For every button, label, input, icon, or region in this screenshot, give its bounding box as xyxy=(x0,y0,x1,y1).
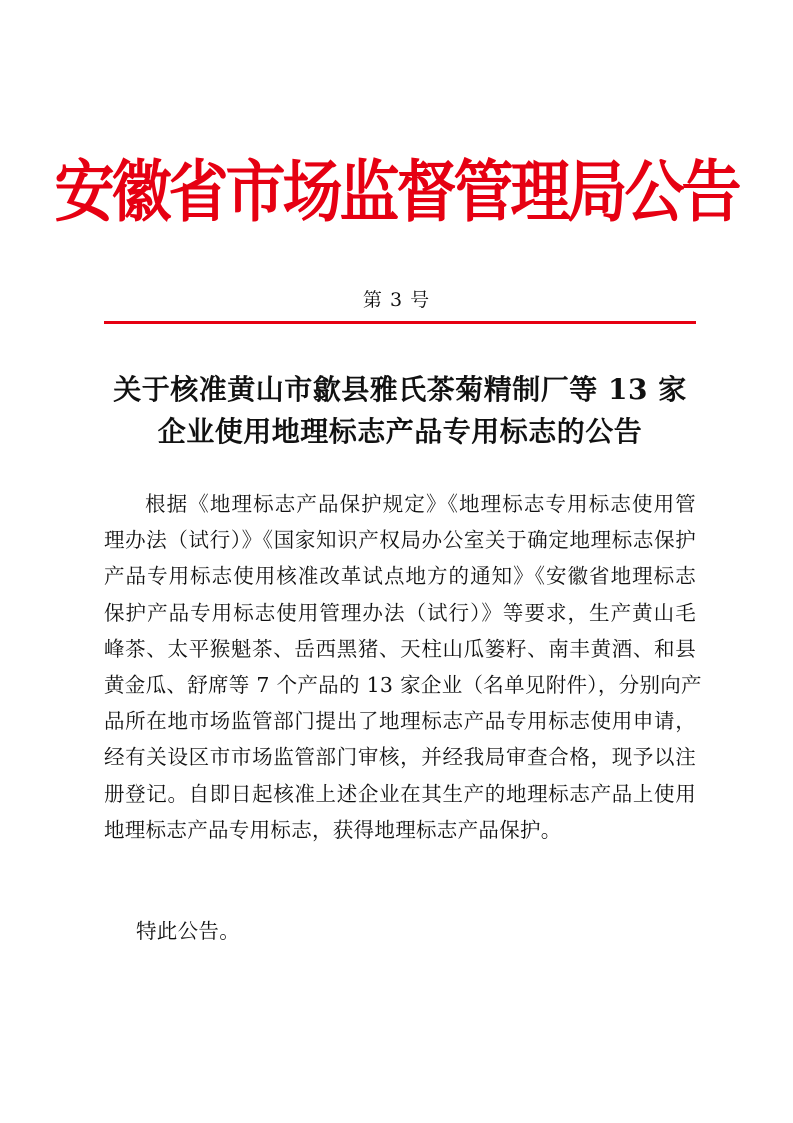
masthead-title: 安徽省市场监督管理局公告 xyxy=(54,153,739,232)
closing-text: 特此公告。 xyxy=(136,919,240,943)
announcement-body xyxy=(104,486,702,848)
body-line: 产品专用标志使用核准改革试点地方的通知》《安徽省地理标志 xyxy=(104,564,696,589)
body-line: 理办法（试行）》《国家知识产权局办公室关于确定地理标志保护 xyxy=(104,528,696,553)
body-line: 册登记。自即日起核准上述企业在其生产的地理标志产品上使用 xyxy=(104,781,696,806)
body-line: 品所在地市场监管部门提出了地理标志产品专用标志使用申请， xyxy=(104,709,696,734)
red-divider-rule xyxy=(104,321,696,324)
body-line: 黄金瓜、舒席等 7 个产品的 13 家企业（名单见附件），分别向产 xyxy=(104,673,702,698)
body-line: 根据《地理标志产品保护规定》《地理标志专用标志使用管 xyxy=(145,492,696,516)
body-line: 地理标志产品专用标志，获得地理标志产品保护。 xyxy=(104,817,562,842)
document-number: 第 3 号 xyxy=(362,289,431,311)
body-line: 峰茶、太平猴魁茶、岳西黑猪、天柱山瓜篓籽、南丰黄酒、和县 xyxy=(104,636,696,661)
title-line-1: 关于核准黄山市歙县雅氏茶菊精制厂等 13 家 xyxy=(113,373,687,406)
body-line: 保护产品专用标志使用管理办法（试行）》等要求，生产黄山毛 xyxy=(104,600,696,625)
body-line: 经有关设区市市场监管部门审核，并经我局审查合格，现予以注 xyxy=(104,745,696,770)
title-line-2: 企业使用地理标志产品专用标志的公告 xyxy=(157,415,643,448)
announcement-title xyxy=(100,369,700,453)
